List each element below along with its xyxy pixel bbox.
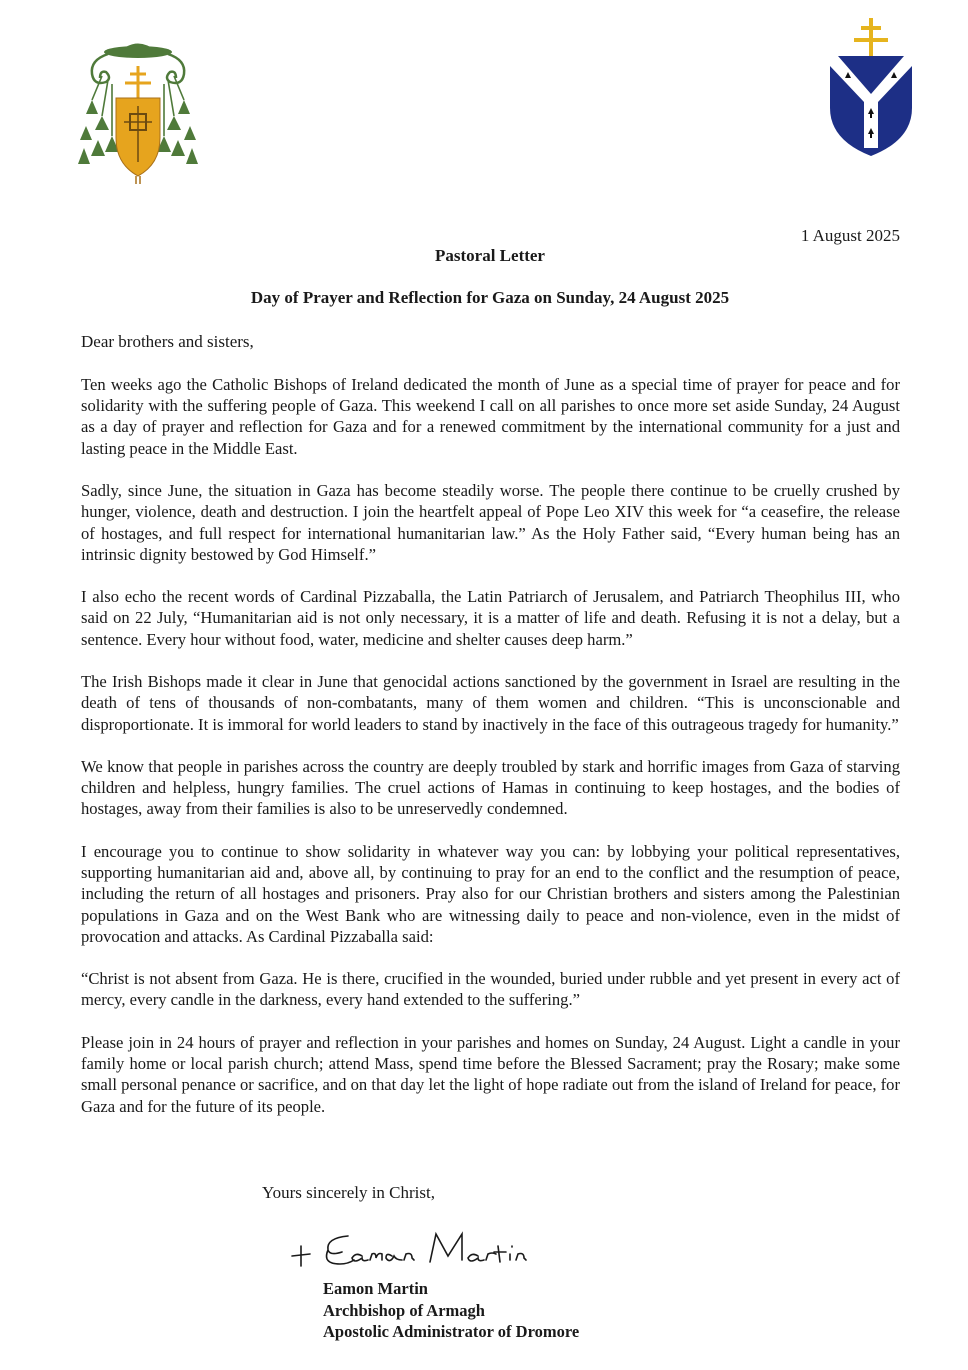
paragraph: Please join in 24 hours of prayer and reflection in your parishes and homes on Sunday, 24 August. Light a candle in your family home or local parish church; attend Mass, spend time before the Blessed Sacrament; pray the Rosary; make some small personal penance or sacrifice, and on that day let the light of hope radiate out from the island of Ireland for peace, for Gaza and for the future of its people. <box>81 1032 900 1116</box>
archdiocese-of-armagh-shield-icon <box>826 16 916 166</box>
paragraph: Ten weeks ago the Catholic Bishops of Ireland dedicated the month of June as a special time of prayer for peace and for solidarity with the suffering people of Gaza. This weekend I call on all parishes to once more set aside Sunday, 24 August as a day of prayer and reflection for Gaza and for a renewed commitment by the international community for a just and lasting peace in the Middle East. <box>81 375 900 458</box>
paragraph: I encourage you to continue to show solidarity in whatever way you can: by lobbying your political representatives, supporting humanitarian aid and, above all, by continuing to pray for an end to the conflict and the resumption of peace, including the return of all hostages and prisoners. Pray also for our Christian brothers and sisters among the Palestinian populations in Gaza and on the West Bank who are witnessing daily to peace and non-violence, even in the midst of provocation and attacks. As Cardinal Pizzaballa said: <box>81 841 900 946</box>
paragraph: We know that people in parishes across the country are deeply troubled by stark and horrific images from Gaza of starving children and helpless, hungry families. The cruel actions of Hamas in continuing to keep hostages, and the bodies of hostages, away from their families is also to be unreservedly condemned. <box>81 757 900 819</box>
archbishop-coat-of-arms-icon <box>78 40 198 185</box>
paragraph: The Irish Bishops made it clear in June that genocidal actions sanctioned by the government in Israel are resulting in the death of tens of thousands of non-combatants, many of them women and children. “This is unconscionable and disproportionate. It is immoral for world leaders to stand by inactively in the face of this outrageous tragedy for humanity.” <box>81 672 900 734</box>
handwritten-signature <box>288 1226 538 1272</box>
signatory-name: Eamon Martin <box>323 1279 428 1298</box>
salutation: Dear brothers and sisters, <box>81 332 254 351</box>
letter-body <box>81 374 900 1138</box>
paragraph: I also echo the recent words of Cardinal Pizzaballa, the Latin Patriarch of Jerusalem, and Patriarch Theophilus III, who said on 22 July, “Humanitarian aid is not only necessary, it is a matter of life and death. Refusing it is not a delay, but a sentence. Every hour without food, water, medicine and shelter causes deep harm.” <box>81 587 900 649</box>
letter-title: Pastoral Letter <box>435 246 545 265</box>
paragraph: Sadly, since June, the situation in Gaza has become steadily worse. The people there continue to be cruelly crushed by hunger, violence, death and destruction. I join the heartfelt appeal of Pope Leo XIV this week for “a ceasefire, the release of hostages, and full respect for international humanitarian law.” As the Holy Father said, “Every human being has an intrinsic dignity bestowed by God Himself.” <box>81 481 900 564</box>
signatory-block <box>323 1278 579 1343</box>
closing: Yours sincerely in Christ, <box>262 1183 435 1202</box>
signatory-role: Archbishop of Armagh <box>323 1300 485 1320</box>
signatory-role: Apostolic Administrator of Dromore <box>323 1322 580 1341</box>
letter-date: 1 August 2025 <box>800 226 900 245</box>
paragraph: “Christ is not absent from Gaza. He is there, crucified in the wounded, buried under rubble and yet present in every act of mercy, every candle in the darkness, every hand extended to the suffering.” <box>81 969 900 1010</box>
letter-subject: Day of Prayer and Reflection for Gaza on Sunday, 24 August 2025 <box>250 288 730 307</box>
